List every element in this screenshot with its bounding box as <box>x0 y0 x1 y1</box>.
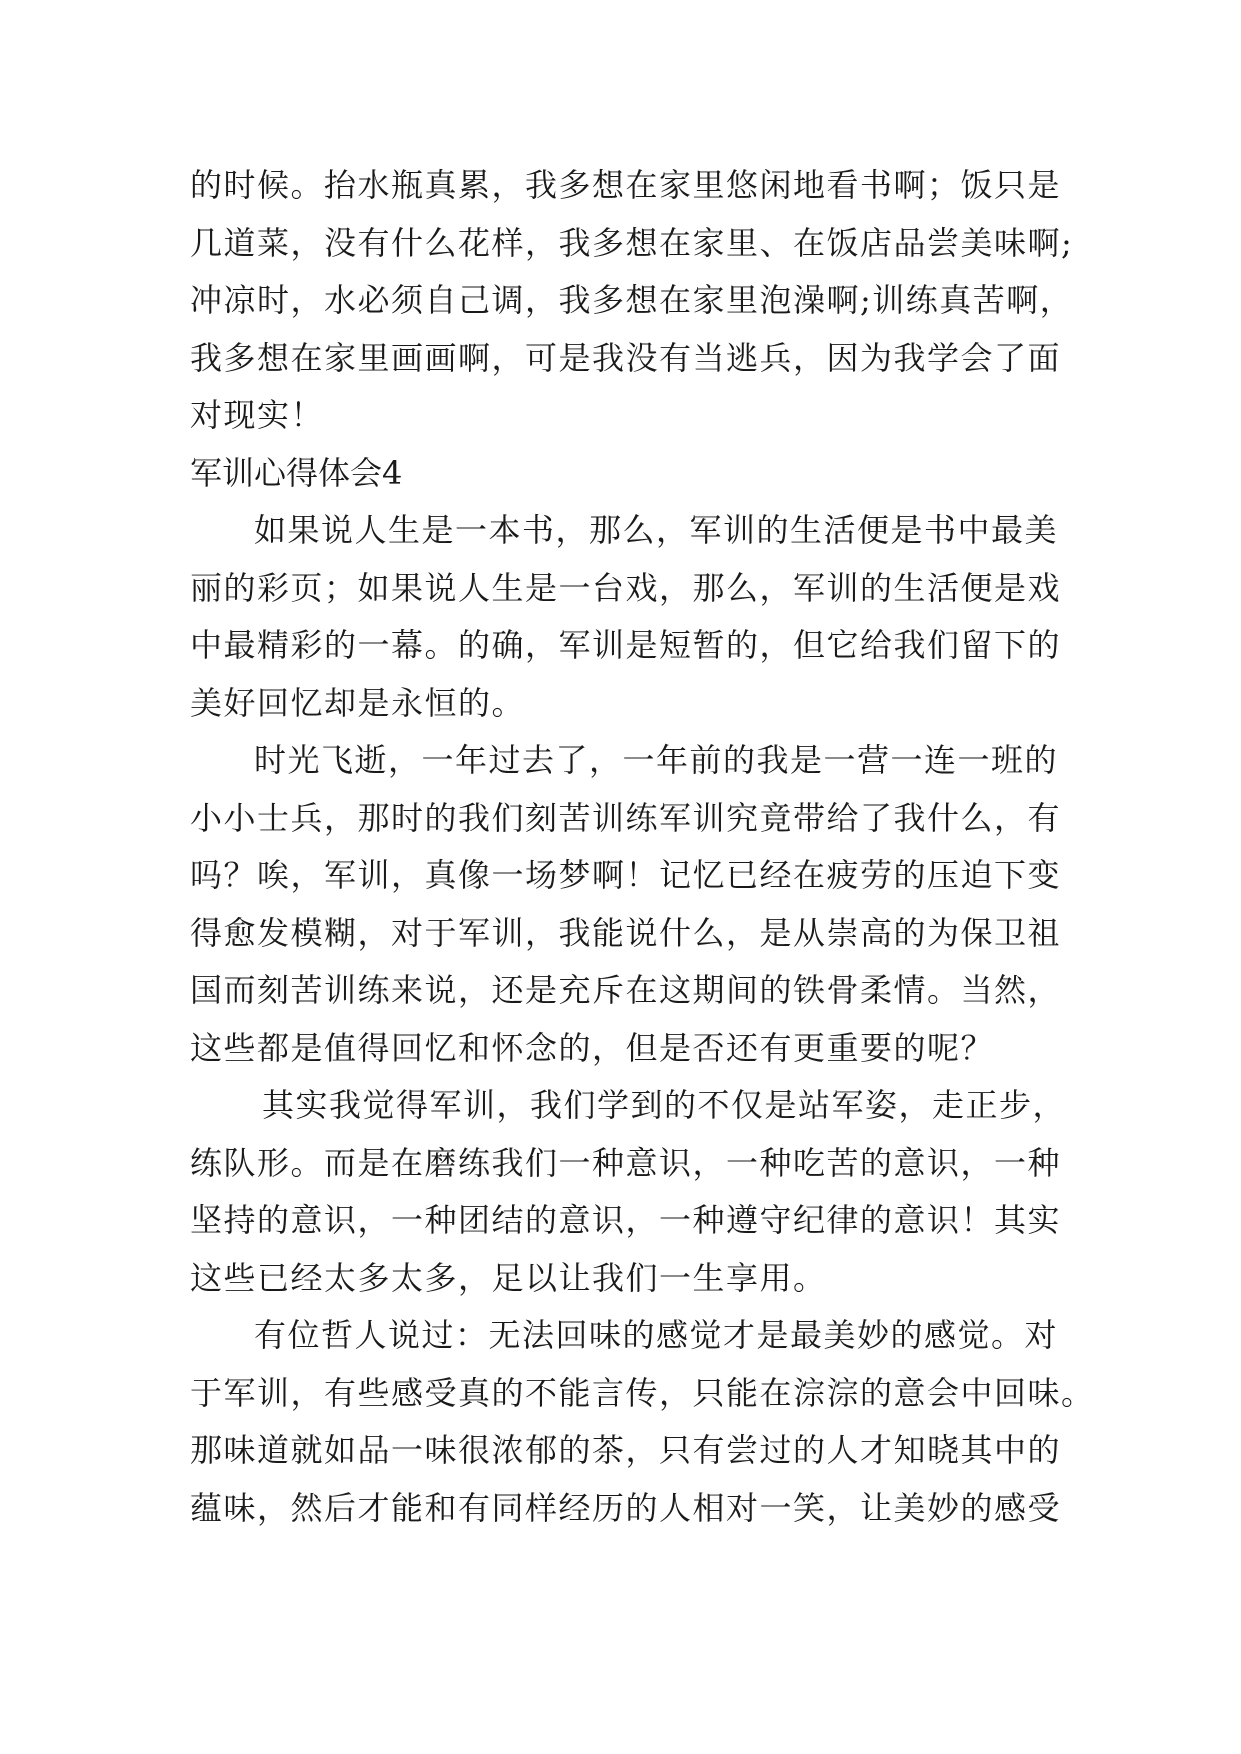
body-line: 中最精彩的一幕。的确，军训是短暂的，但它给我们留下的 <box>190 626 1062 664</box>
document-body <box>190 157 1095 1537</box>
body-line: 蕴味，然后才能和有同样经历的人相对一笑，让美妙的感受 <box>190 1488 1062 1527</box>
paragraph-first-line: 其实我觉得军训，我们学到的不仅是站军姿，走正步， <box>262 1086 1067 1124</box>
paragraph-first-line: 有位哲人说过：无法回味的感觉才是最美妙的感觉。对 <box>254 1316 1059 1354</box>
body-line: 得愈发模糊，对于军训，我能说什么，是从崇高的为保卫祖 <box>190 913 1062 952</box>
body-line: 美好回忆却是永恒的。 <box>190 683 526 722</box>
body-line: 那味道就如品一味很浓郁的茶，只有尝过的人才知晓其中的 <box>190 1431 1062 1469</box>
body-line: 冲凉时，水必须自己调，我多想在家里泡澡啊;训练真苦啊， <box>190 281 1074 319</box>
paragraph-first-line: 时光飞逝，一年过去了，一年前的我是一营一连一班的 <box>254 741 1059 779</box>
body-line: 小小士兵，那时的我们刻苦训练军训究竟带给了我什么，有 <box>190 798 1062 837</box>
section-heading: 军训心得体会4 <box>190 453 403 492</box>
body-line: 于军训，有些感受真的不能言传，只能在淙淙的意会中回味。 <box>190 1373 1095 1412</box>
body-line: 我多想在家里画画啊，可是我没有当逃兵，因为我学会了面 <box>190 338 1062 377</box>
body-line: 吗？唉，军训，真像一场梦啊！记忆已经在疲劳的压迫下变 <box>190 856 1062 894</box>
body-line: 丽的彩页；如果说人生是一台戏，那么，军训的生活便是戏 <box>190 568 1062 607</box>
body-line: 对现实！ <box>190 396 325 434</box>
body-line: 这些已经太多太多，足以让我们一生享用。 <box>190 1258 827 1297</box>
body-line: 练队形。而是在磨练我们一种意识，一种吃苦的意识，一种 <box>190 1143 1062 1182</box>
body-line: 几道菜，没有什么花样，我多想在家里、在饭店品尝美味啊; <box>190 223 1074 262</box>
body-line: 的时候。抬水瓶真累，我多想在家里悠闲地看书啊；饭只是 <box>190 166 1062 204</box>
body-line: 国而刻苦训练来说，还是充斥在这期间的铁骨柔情。当然， <box>190 971 1062 1009</box>
body-line: 这些都是值得回忆和怀念的，但是否还有更重要的呢？ <box>190 1028 995 1067</box>
paragraph-first-line: 如果说人生是一本书，那么，军训的生活便是书中最美 <box>254 511 1059 549</box>
body-line: 坚持的意识，一种团结的意识，一种遵守纪律的意识！其实 <box>190 1201 1062 1239</box>
